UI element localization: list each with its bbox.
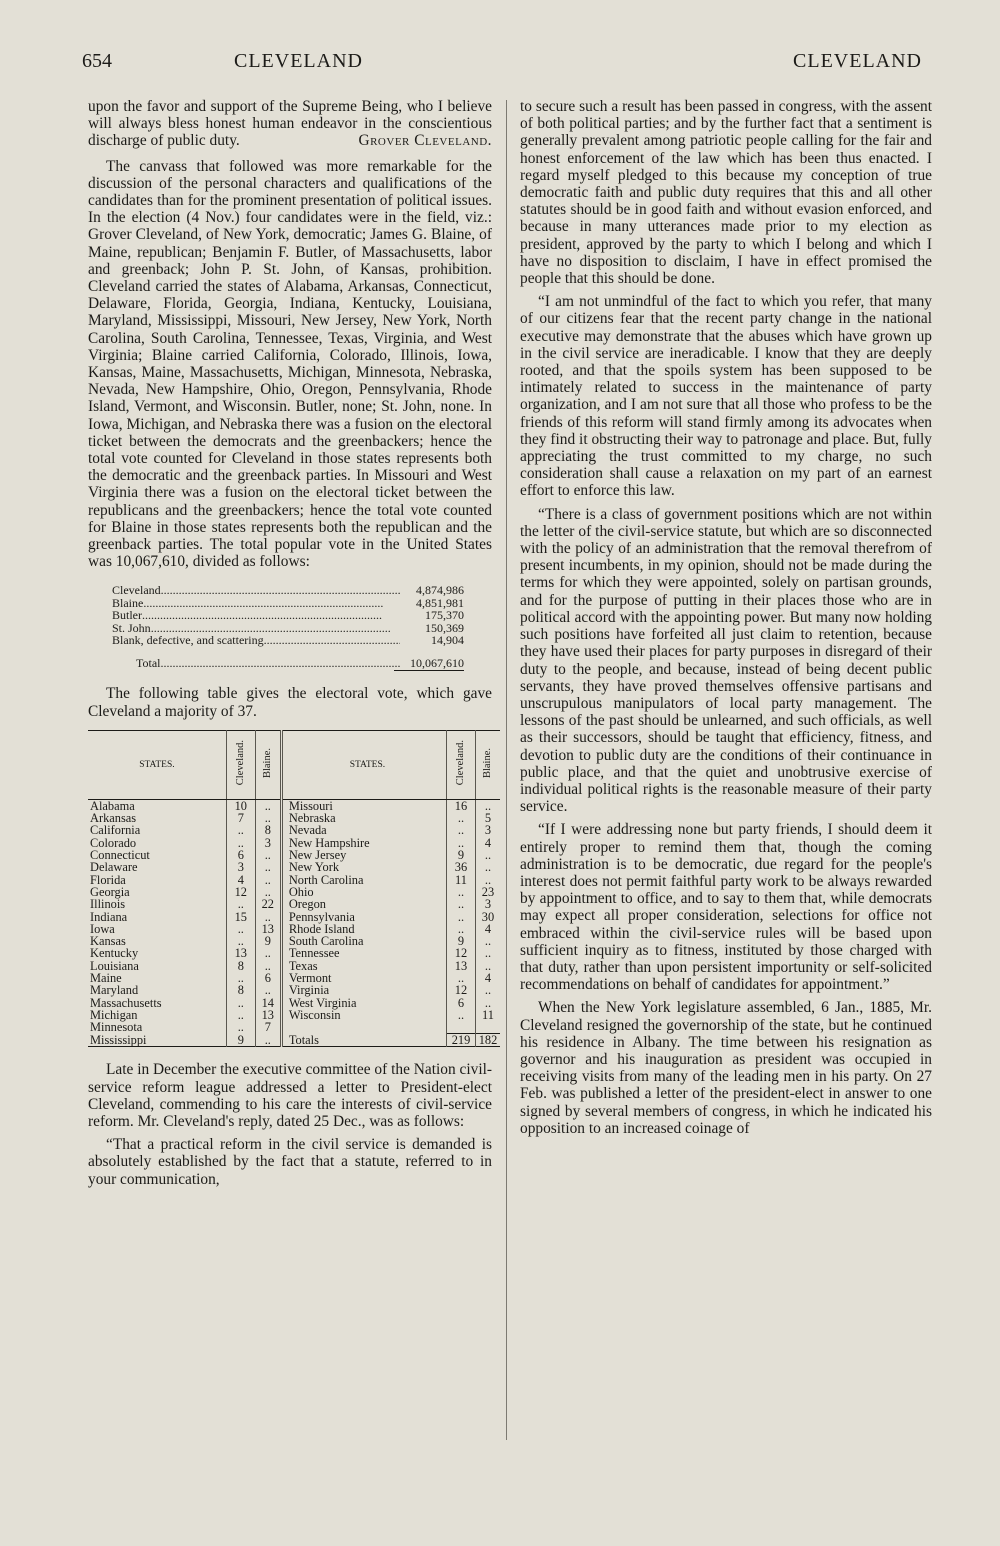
paragraph: “There is a class of government positions which are not within the letter of the civil-service statute, but which are so disconnected with the policy of an administration that the removal therefrom of present incumbents, in my opinion, should not be made during the terms for which they were appointed, solely on partisan grounds, and for the purpose of putting in their places those who are in political accord with the appointing power. But many now holding such positions have forfeited all just claim to retention, because they have used their places for party purposes in disregard of their duty to the people, and because, instead of being decent public servants, they have proved themselves offensive partisans and unscrupulous manipulators of local party management. The lessons of the past should be unlearned, and such officials, as well as their successors, should be taught that efficiency, fitness, and devotion to public duty are the conditions of their continuance in public place, and that the quiet and unobtrusive exercise of individual political rights is the reasonable measure of their party service. xyxy=(520,505,932,816)
state-name: Mississippi xyxy=(90,1032,147,1047)
intro-paragraph: upon the favor and support of the Supreme Being, who I believe will always bless honest human endeavor in the conscientious discharge of public duty. Grover Cleveland. xyxy=(88,98,492,150)
cleveland-votes: .. xyxy=(226,935,255,947)
state-name: Missouri xyxy=(281,799,446,812)
popular-vote-row: Blank, defective, and scattering ..... 14,904 xyxy=(112,634,464,647)
cleveland-votes: 12 xyxy=(226,886,255,898)
blaine-votes: 7 xyxy=(255,1021,281,1033)
table-row xyxy=(88,1034,500,1047)
paragraph: The canvass that followed was more remarkable for the discussion of the personal characters and qualifications of the candidates than for the prominent presentation of political issues. In the election (4 Nov.) four candidates were in the field, viz.: Grover Cleveland, of New York, democratic; James G. Blaine, of Maine, republican; Benjamin F. Butler, of Massachusetts, labor and greenback; John P. St. John, of Kansas, prohibition. Cleveland carried the states of Alabama, Arkansas, Connecticut, Delaware, Florida, Georgia, Indiana, Kentucky, Louisiana, Maryland, Mississippi, Missouri, New Jersey, New York, North Carolina, South Carolina, Tennessee, Texas, Virginia, and West Virginia; Blaine carried California, Colorado, Illinois, Iowa, Kansas, Maine, Massachusetts, Michigan, Minnesota, Nebraska, Nevada, New Hampshire, Ohio, Oregon, Pennsylvania, Rhode Island, Vermont, and Wisconsin. Butler, none; St. John, none. In Iowa, Michigan, and Nebraska there was a fusion on the electoral ticket between the democrats and the greenbackers; hence the total vote counted for Cleveland in those states represents both the democratic and the greenback parties. In Missouri and West Virginia there was a fusion on the electoral ticket between the republicans and the greenbackers; hence the total vote counted for Blaine in those states represents both the republican and the greenback parties. The total popular vote in the United States was 10,067,610, divided as follows: xyxy=(88,157,492,571)
blaine-votes: .. xyxy=(255,886,281,898)
state-name: Iowa xyxy=(90,921,115,936)
blaine-votes: 8 xyxy=(255,824,281,836)
cleveland-votes: 8 xyxy=(226,960,255,972)
state-name: Texas xyxy=(281,960,446,972)
cleveland-votes: .. xyxy=(447,898,476,910)
blaine-votes: 11 xyxy=(476,1009,501,1021)
right-column xyxy=(520,98,932,1137)
table-row xyxy=(88,1021,500,1033)
blaine-votes: .. xyxy=(476,960,501,972)
blaine-votes: 5 xyxy=(476,812,501,824)
totals-blaine: 182 xyxy=(476,1034,501,1047)
blaine-votes: 6 xyxy=(255,972,281,984)
cleveland-votes: 13 xyxy=(226,947,255,959)
state-name: Ohio xyxy=(281,886,446,898)
state-name: New York xyxy=(281,861,446,873)
paragraph: Late in December the executive committee of the Nation civil-service reform league addressed a letter to President-elect Cleveland, commending to his care the interests of civil-service reform. Mr. Cleveland's reply, dated 25 Dec., was as follows: xyxy=(88,1061,492,1130)
cleveland-votes: .. xyxy=(447,923,476,935)
cleveland-votes: 9 xyxy=(226,1034,255,1047)
table-row xyxy=(88,911,500,923)
state-name: Maine xyxy=(90,971,122,986)
cleveland-votes: .. xyxy=(447,824,476,836)
paragraph: When the New York legislature assembled, 6 Jan., 1885, Mr. Cleveland resigned the governorship of the state, but he continued his residence in Albany. The time between his resignation as governor and his inauguration as president was occupied in receiving visits from many of the leading men in his party. On 27 Feb. was published a letter of the president-elect in answer to one signed by several members of congress, in which he indicated his opposition to an increased coinage of xyxy=(520,999,932,1137)
cleveland-votes: .. xyxy=(226,972,255,984)
cleveland-votes: 12 xyxy=(447,947,476,959)
cleveland-votes: 6 xyxy=(226,849,255,861)
blaine-votes: 4 xyxy=(476,837,501,849)
cleveland-votes: .. xyxy=(226,837,255,849)
blaine-votes: .. xyxy=(255,799,281,812)
cleveland-votes: .. xyxy=(226,824,255,836)
col-header-states: STATES. xyxy=(281,730,446,799)
table-row xyxy=(88,824,500,836)
electoral-vote-table xyxy=(88,730,500,1047)
state-name: California xyxy=(90,823,141,838)
cleveland-votes: 16 xyxy=(447,799,476,812)
cleveland-votes: .. xyxy=(447,837,476,849)
cleveland-votes: .. xyxy=(447,886,476,898)
state-name: Indiana xyxy=(90,909,128,924)
blaine-votes: .. xyxy=(255,960,281,972)
total-rule xyxy=(394,670,464,671)
cleveland-votes: .. xyxy=(226,923,255,935)
popular-vote-row: St. John ..... 150,369 xyxy=(112,622,464,635)
totals-label: Totals xyxy=(281,1034,446,1047)
popular-vote-row: Blaine ..... 4,851,981 xyxy=(112,597,464,610)
state-name: New Hampshire xyxy=(281,837,446,849)
popular-vote-row: Butler ..... 175,370 xyxy=(112,609,464,622)
state-name: Kansas xyxy=(90,934,126,949)
cleveland-votes: 9 xyxy=(447,935,476,947)
running-head xyxy=(82,50,922,82)
paragraph: The following table gives the electoral vote, which gave Cleveland a majority of 37. xyxy=(88,685,492,720)
col-header-blaine: Blaine. xyxy=(261,747,273,778)
state-name: Illinois xyxy=(90,897,126,912)
cleveland-votes: 6 xyxy=(447,997,476,1009)
blaine-votes: .. xyxy=(476,935,501,947)
blaine-votes: .. xyxy=(255,849,281,861)
state-name: Maryland xyxy=(90,983,139,998)
table-row xyxy=(88,1009,500,1021)
state-name: Vermont xyxy=(281,972,446,984)
state-name: Oregon xyxy=(281,898,446,910)
state-name: West Virginia xyxy=(281,997,446,1009)
table-row xyxy=(88,861,500,873)
column-divider xyxy=(506,100,507,1440)
paragraph: “That a practical reform in the civil service is demanded is absolutely established by the fact that a statute, referred to in your communication, xyxy=(88,1136,492,1188)
blaine-votes: 13 xyxy=(255,1009,281,1021)
blaine-votes: .. xyxy=(255,947,281,959)
page-number: 654 xyxy=(82,50,112,72)
blaine-votes: .. xyxy=(255,861,281,873)
cleveland-votes: .. xyxy=(226,898,255,910)
cleveland-votes: .. xyxy=(226,1021,255,1033)
state-name: South Carolina xyxy=(281,935,446,947)
cleveland-votes: .. xyxy=(447,972,476,984)
state-name: Connecticut xyxy=(90,848,150,863)
col-header-states: STATES. xyxy=(88,730,226,799)
cleveland-votes: 4 xyxy=(226,874,255,886)
paragraph: “If I were addressing none but party friends, I should deem it entirely proper to remind them that, though the coming administration is to be democratic, due regard for the people's interest does not permit faithful party work to be always rewarded by appointment to office, and to say to them that, while democrats may expect all proper consideration, selections for office not embraced within the civil-service rules will be based upon sufficient inquiry as to fitness, instituted by those charged with that duty, rather than upon persistent importunity or self-solicited recommendations on behalf of candidates for appointment.” xyxy=(520,821,932,994)
state-name: Virginia xyxy=(281,984,446,996)
running-title-left: CLEVELAND xyxy=(234,50,363,72)
cleveland-votes: .. xyxy=(447,911,476,923)
state-name: Nebraska xyxy=(281,812,446,824)
cleveland-votes: 13 xyxy=(447,960,476,972)
state-name: Georgia xyxy=(90,884,130,899)
blaine-votes: 3 xyxy=(255,837,281,849)
blaine-votes: .. xyxy=(255,812,281,824)
blaine-votes: .. xyxy=(255,984,281,996)
cleveland-votes: 11 xyxy=(447,874,476,886)
col-header-cleveland: Cleveland. xyxy=(234,740,246,786)
state-name: Kentucky xyxy=(90,946,139,961)
popular-vote-row: Cleveland ..... 4,874,986 xyxy=(112,584,464,597)
blaine-votes: 4 xyxy=(476,923,501,935)
table-row xyxy=(88,984,500,996)
blaine-votes: .. xyxy=(255,874,281,886)
cleveland-votes: 3 xyxy=(226,861,255,873)
running-title-right: CLEVELAND xyxy=(793,50,922,72)
blaine-votes: 30 xyxy=(476,911,501,923)
state-name: Alabama xyxy=(90,798,135,813)
paragraph: to secure such a result has been passed in congress, with the assent of both political parties; and by the further fact that a sentiment is generally prevalent among patriotic people calling for the fair and honest enforcement of the law which has been thus enacted. I regard myself pledged to this because my conception of true democratic faith and public duty requires that this and all other statutes should be in good faith and without evasion enforced, and because in many utterances made prior to my election as president, approved by the party to which I belong and which I have no disposition to disclaim, I have in effect promised the people that this should be done. xyxy=(520,98,932,288)
blaine-votes: 3 xyxy=(476,898,501,910)
cleveland-votes: .. xyxy=(226,997,255,1009)
blaine-votes: 22 xyxy=(255,898,281,910)
table-row xyxy=(88,898,500,910)
blaine-votes: 3 xyxy=(476,824,501,836)
state-name: North Carolina xyxy=(281,874,446,886)
blaine-votes: .. xyxy=(476,997,501,1009)
popular-vote-list xyxy=(112,584,464,671)
state-name: Louisiana xyxy=(90,958,139,973)
state-name: Massachusetts xyxy=(90,995,162,1010)
blaine-votes: .. xyxy=(476,849,501,861)
blaine-votes: .. xyxy=(255,1034,281,1047)
state-name: Pennsylvania xyxy=(281,911,446,923)
blaine-votes: .. xyxy=(476,947,501,959)
state-name: Arkansas xyxy=(90,811,137,826)
cleveland-votes: 8 xyxy=(226,984,255,996)
cleveland-votes: 7 xyxy=(226,812,255,824)
state-name: Nevada xyxy=(281,824,446,836)
state-name: Colorado xyxy=(90,835,137,850)
signature: Grover Cleveland. xyxy=(358,132,492,150)
state-name: New Jersey xyxy=(281,849,446,861)
cleveland-votes: 9 xyxy=(447,849,476,861)
state-name: Minnesota xyxy=(90,1020,143,1035)
blaine-votes: 13 xyxy=(255,923,281,935)
blaine-votes: .. xyxy=(476,861,501,873)
cleveland-votes: 36 xyxy=(447,861,476,873)
col-header-blaine: Blaine. xyxy=(481,747,493,778)
blaine-votes: 14 xyxy=(255,997,281,1009)
state-name: Tennessee xyxy=(281,947,446,959)
blaine-votes: 23 xyxy=(476,886,501,898)
state-name: Rhode Island xyxy=(281,923,446,935)
blaine-votes: .. xyxy=(476,984,501,996)
blaine-votes: .. xyxy=(476,874,501,886)
col-header-cleveland: Cleveland. xyxy=(454,740,466,786)
state-name: Wisconsin xyxy=(281,1009,446,1021)
blaine-votes: .. xyxy=(255,911,281,923)
table-row xyxy=(88,947,500,959)
blaine-votes: 4 xyxy=(476,972,501,984)
state-name: Michigan xyxy=(90,1007,138,1022)
paragraph: “I am not unmindful of the fact to which you refer, that many of our citizens fear that the recent party change in the national executive may demonstrate that the abuses which have grown up in the civil service are ineradicable. I know that they are deeply rooted, and that the spoils system has been supposed to be intimately related to success in the maintenance of party organization, and I am not sure that all those who profess to be the friends of this reform will stand firmly among its advocates when they find it obstructing their way to patronage and place. But, fully appreciating the trust committed to my charge, no such consideration shall cause a relaxation on my part of an earnest effort to enforce this law. xyxy=(520,293,932,500)
totals-cleveland: 219 xyxy=(447,1034,476,1047)
cleveland-votes: 15 xyxy=(226,911,255,923)
cleveland-votes: 10 xyxy=(226,799,255,812)
cleveland-votes: .. xyxy=(447,812,476,824)
popular-vote-total: Total ..... 10,067,610 xyxy=(112,657,464,670)
state-name: Florida xyxy=(90,872,126,887)
cleveland-votes: .. xyxy=(447,1009,476,1021)
blaine-votes: .. xyxy=(476,799,501,812)
cleveland-votes: .. xyxy=(226,1009,255,1021)
left-column xyxy=(88,98,498,1188)
cleveland-votes: 12 xyxy=(447,984,476,996)
blaine-votes: 9 xyxy=(255,935,281,947)
state-name: Delaware xyxy=(90,860,138,875)
